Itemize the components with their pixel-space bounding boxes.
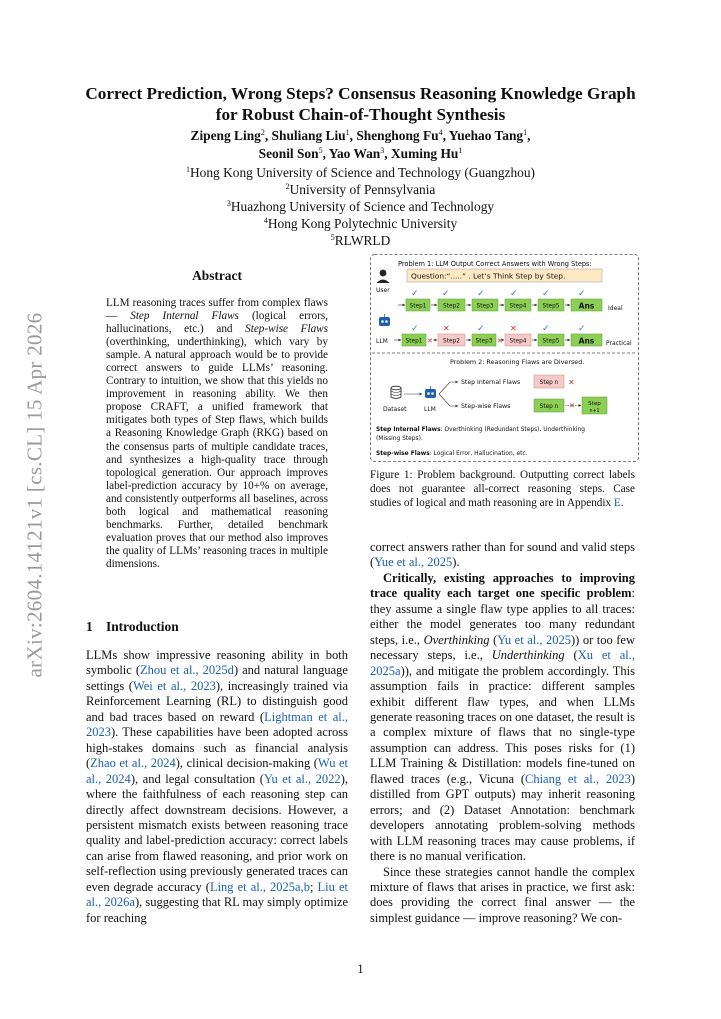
arxiv-stamp — [14, 295, 56, 695]
check-icon: ✓ — [578, 324, 586, 334]
page-number: 1 — [357, 962, 364, 976]
cross-icon: ✕ — [510, 324, 517, 333]
check-icon: ✓ — [442, 289, 450, 299]
title-line-1: Correct Prediction, Wrong Steps? Consensus Reasoning Knowledge Graph — [85, 84, 636, 103]
author-affiliation: 1 — [523, 128, 528, 137]
step-label: Step — [588, 401, 601, 407]
section-heading — [86, 619, 348, 635]
definition-step-wise: Step-wise Flaws: Logical Error, Hallucination, etc. — [376, 451, 528, 457]
citation-link[interactable]: Zhao et al., 2024 — [90, 756, 176, 771]
figure-diagram — [370, 254, 640, 462]
check-icon: ✓ — [411, 289, 419, 299]
affiliation: $^2$University of Pennsylvania — [285, 182, 436, 197]
branch-arrow — [439, 382, 458, 394]
step-label: Step1 — [405, 338, 423, 345]
question-text: Question:“.....” . Let’s Think Step by Step. — [411, 271, 566, 281]
section-title: Introduction — [106, 619, 179, 634]
abstract-heading: Abstract — [192, 268, 242, 283]
cross-icon: ✕ — [427, 337, 433, 345]
abstract-body: LLM reasoning traces suffer from complex flaws — Step Internal Flaws (logical errors, hallucinations, etc.) and Step-wise Flaws (overthinking, underthinking), which vary by sample. A natural approach would be to provide correct answers to guide LLMs’ reasoning. Contrary to intuition, we show that this yields no improvement in reasoning ability. We then propose CRAFT, a unified framework that mitigates both types of Step flaws, which builds a Reasoning Knowledge Graph (RKG) based on the consensus parts of multiple candidate traces, and synthesizes a high-quality trace through topological generation. Our approach improves label-prediction accuracy by 10+% on average, and consistently outperforms all baselines, across both logical and mathematical reasoning benchmarks. Further, detailed benchmark evaluation proves that our method also improves the quality of LLMs’ reasoning traces in multiple dimensions. — [106, 297, 329, 570]
author-name: Xuming Hu — [390, 146, 459, 161]
affiliation: $^4$Hong Kong Polytechnic University — [263, 216, 458, 231]
cross-icon: ✕ — [443, 324, 450, 333]
citation-link[interactable]: Zhou et al., 2025d — [140, 663, 234, 678]
author-affiliation: 2 — [260, 128, 265, 137]
step-internal-flaws-label: Step Internal Flaws — [461, 379, 521, 386]
citation-link[interactable]: Wu et al., 2024 — [86, 756, 348, 786]
cross-icon: ✕ — [569, 402, 575, 410]
problem-1-title: Problem 1: LLM Output Correct Answers with Wrong Steps: — [398, 260, 592, 268]
author-name: Yao Wan — [328, 146, 381, 161]
step-label: Step4 — [509, 303, 527, 310]
step-label: Step n — [539, 380, 559, 386]
intro-right-column — [370, 540, 635, 926]
cross-icon: ✕ — [568, 378, 575, 387]
intro-left-column — [86, 648, 348, 926]
step-label: Step2 — [443, 338, 460, 345]
figure-caption: Figure 1: Problem background. Outputting correct labels does not guarantee all-correct reasoning steps. Case studies of logical and math reasoning are in Appendix E. — [370, 469, 635, 509]
practical-marks — [411, 324, 586, 334]
database-icon — [391, 386, 401, 398]
intro-paragraph: LLMs show impressive reasoning ability in both symbolic (Zhou et al., 2025d) and natural language settings (Wei et al., 2023), increasingly trained via Reinforcement Learning (RL) to distinguish good and bad traces based on reward (Lightman et al., 2023). These capabilities have been adopted across high-stakes domains such as financial analysis (Zhao et al., 2024), clinical decision-making (Wu et al., 2024), and legal consultation (Yu et al., 2022), where the faithfulness of each reasoning step can directly affect downstream decisions. However, a persistent mismatch exists between reasoning trace quality and label-prediction accuracy: correct labels can arise from flawed reasoning, and prior work on self-reflection using previously generated traces can even degrade accuracy (Ling et al., 2025a,b; Liu et al., 2026a), suggesting that RL may simply optimize for reaching — [86, 648, 349, 925]
appendix-link[interactable]: E — [613, 496, 621, 509]
practical-row — [394, 334, 632, 347]
definition-step-internal-cont: (Missing Steps). — [376, 436, 423, 442]
intro-paragraph: Critically, existing approaches to improving trace quality each target one specific problem: they assume a single flaw type applies to all traces: either the model generates too many redundant steps, i.e., Overthinking (Yu et al., 2025)) or too few necessary steps, i.e., Underthinking (Xu et al., 2025a)), and mitigate the problem accordingly. This assumption fails in practice: different samples exhibit different flaw types, and when LLMs generate reasoning traces on one dataset, the result is a complex mixture of flaws that no single-type assumption can address. This poses risks for (1) LLM Training & Distillation: models fine-tuned on flawed traces (e.g., Vicuna (Chiang et al., 2023) distilled from GPT outputs) may inherit reasoning errors; and (2) Dataset Annotation: benchmark developers annotating problem-solving methods with LLM reasoning traces may cause problems, if there is no manual verification. — [370, 570, 635, 864]
user-label: User — [376, 287, 390, 294]
citation-link[interactable]: Yue et al., 2025 — [374, 555, 453, 570]
ideal-row — [398, 299, 623, 312]
step-label: Step4 — [509, 338, 527, 345]
step-label: Step2 — [443, 303, 460, 310]
citation-link[interactable]: Chiang et al., 2023 — [525, 771, 631, 786]
branch-arrow — [439, 394, 458, 406]
user-icon — [377, 270, 390, 283]
cross-icon: ✕ — [497, 337, 503, 345]
step-label: Step3 — [475, 338, 493, 345]
author-list — [70, 127, 651, 163]
step-label: Step n — [539, 404, 559, 410]
author-affiliation: 3 — [380, 146, 385, 155]
citation-link[interactable]: Yu et al., 2022 — [263, 771, 341, 786]
author-affiliation: 1 — [458, 146, 463, 155]
affiliation: $^3$Huazhong University of Science and Technology — [226, 199, 495, 214]
answer-label: Ans — [578, 301, 595, 311]
arxiv-id: arXiv:2604.14121v1 [cs.CL] 15 Apr 2026 — [22, 312, 47, 678]
problem-2-title: Problem 2: Reasoning Flaws are Diversed. — [450, 358, 585, 366]
author-line-2: Seonil Son$^5$, Yao Wan$^3$, Xuming Hu$^1$ — [258, 146, 463, 161]
citation-link[interactable]: Liu et al., 2026a — [86, 879, 348, 910]
paper-title — [70, 83, 651, 125]
intro-paragraph: Since these strategies cannot handle the complex mixture of flaws that arises in practice, we first ask: does providing the correct final answer — the simplest guidance — improve reasoning? We con- — [370, 864, 635, 925]
check-icon: ✓ — [542, 324, 550, 334]
check-icon: ✓ — [477, 324, 485, 334]
ideal-label: Ideal — [608, 305, 623, 312]
citation-link[interactable]: Yu et al., 2025 — [497, 632, 571, 647]
practical-label: Practical — [606, 340, 632, 347]
author-line-1: Zipeng Ling$^2$, Shuliang Liu$^1$, Shenghong Fu$^4$, Yuehao Tang$^1$, — [190, 128, 531, 143]
definition-step-internal: Step Internal Flaws: Overthinking (Redundant Steps), Underthinking — [376, 427, 585, 433]
step-label: Step5 — [542, 338, 560, 345]
author-name: Seonil Son — [258, 146, 319, 161]
llm-label: LLM — [424, 406, 436, 413]
author-affiliation: 4 — [438, 128, 443, 137]
title-line-2: for Robust Chain-of-Thought Synthesis — [215, 105, 506, 124]
robot-icon — [379, 314, 390, 326]
affiliation: $^1$Hong Kong University of Science and Technology (Guangzhou) — [185, 165, 536, 180]
step-label: Step3 — [476, 303, 494, 310]
llm-label: LLM — [376, 338, 388, 345]
ideal-checks — [411, 289, 586, 299]
citation-link[interactable]: Lightman et al., 2023 — [86, 709, 348, 740]
section-number: 1 — [86, 619, 93, 634]
dataset-label: Dataset — [383, 406, 407, 413]
check-icon: ✓ — [411, 324, 419, 334]
step-wise-flaws-label: Step-wise Flaws — [461, 403, 511, 410]
figure-1 — [370, 254, 640, 462]
citation-link[interactable]: Ling et al., 2025a,b — [209, 879, 310, 894]
citation-link[interactable]: Wei et al., 2023 — [132, 678, 216, 693]
author-affiliation: 5 — [318, 146, 323, 155]
author-name: Yuehao Tang — [448, 128, 524, 143]
step-label: n+1 — [589, 409, 600, 414]
citation-link[interactable]: Xu et al., 2025a — [370, 648, 635, 678]
author-affiliation: 1 — [345, 128, 350, 137]
check-icon: ✓ — [477, 289, 485, 299]
check-icon: ✓ — [510, 289, 518, 299]
author-name: Shenghong Fu — [356, 128, 439, 143]
answer-label: Ans — [578, 336, 595, 346]
intro-paragraph: correct answers rather than for sound and valid steps (Yue et al., 2025). — [370, 540, 635, 570]
step-label: Step5 — [542, 303, 560, 310]
step-label: Step1 — [409, 303, 427, 310]
affiliation-list — [70, 164, 651, 249]
check-icon: ✓ — [542, 289, 550, 299]
affiliation: $^5$RLWRLD — [330, 233, 391, 248]
author-name: Zipeng Ling — [190, 128, 261, 143]
robot-icon — [425, 386, 436, 398]
author-name: Shuliang Liu — [271, 128, 346, 143]
check-icon: ✓ — [578, 289, 586, 299]
